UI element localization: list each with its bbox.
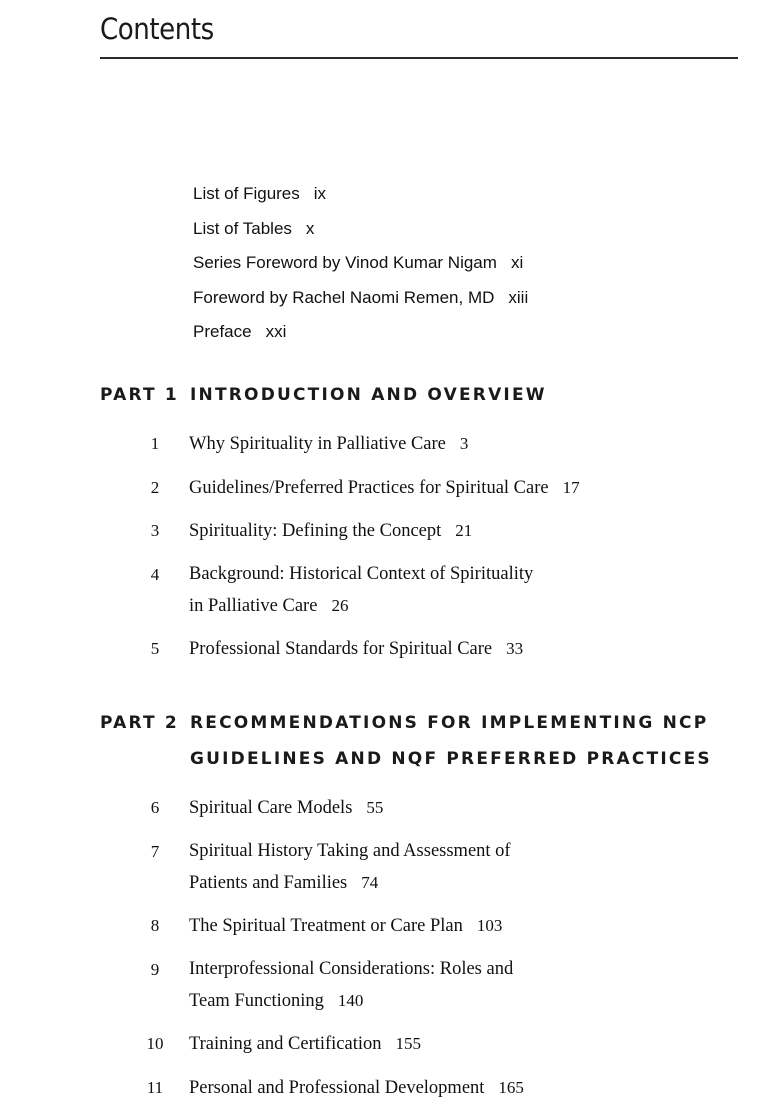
chapter-title-line-2: Team Functioning xyxy=(189,990,324,1011)
chapter-number: 11 xyxy=(146,1077,164,1097)
chapter-page-number: 33 xyxy=(506,639,524,658)
part-title-line: GUIDELINES AND NQF PREFERRED PRACTICES xyxy=(190,749,712,769)
part-title-line: INTRODUCTION AND OVERVIEW xyxy=(190,385,547,405)
chapter-entry-9[interactable] xyxy=(140,954,524,1017)
chapter-page-number: 26 xyxy=(331,595,349,615)
entry-title: List of Figures xyxy=(193,184,300,203)
chapter-entry-1[interactable] xyxy=(140,428,580,460)
chapter-number: 4 xyxy=(150,564,160,584)
part-label: PART 1 xyxy=(100,385,179,405)
chapter-number: 7 xyxy=(150,841,160,861)
title-divider xyxy=(100,57,738,59)
chapter-title: Professional Standards for Spiritual Care xyxy=(189,639,493,659)
chapter-number: 6 xyxy=(150,798,160,817)
chapter-page-number: 21 xyxy=(455,521,473,540)
chapter-title: Spirituality: Defining the Concept xyxy=(189,521,442,541)
toc-entry-series-foreword[interactable] xyxy=(193,249,528,284)
front-matter-list xyxy=(193,180,528,353)
chapter-entry-6[interactable] xyxy=(140,792,524,824)
chapter-title: Training and Certification xyxy=(189,1034,382,1054)
chapter-entry-11[interactable] xyxy=(140,1072,524,1104)
chapter-entry-3[interactable] xyxy=(140,515,580,547)
chapter-title: Why Spirituality in Palliative Care xyxy=(189,434,446,454)
part-2-chapter-list xyxy=(140,792,524,1115)
entry-title: List of Tables xyxy=(193,218,292,238)
entry-page-number: ix xyxy=(313,184,327,203)
entry-page-number: xi xyxy=(510,253,524,273)
chapter-page-number: 74 xyxy=(361,872,379,892)
chapter-page-number: 103 xyxy=(476,916,503,935)
toc-entry-preface[interactable] xyxy=(193,318,528,353)
chapter-page-number: 55 xyxy=(366,798,384,817)
chapter-title: Personal and Professional Development xyxy=(189,1077,485,1098)
chapter-title-line-2: in Palliative Care xyxy=(189,595,318,616)
chapter-number: 1 xyxy=(150,434,160,453)
chapter-number: 8 xyxy=(150,916,160,935)
page-title: Contents xyxy=(100,12,214,46)
chapter-title: Guidelines/Preferred Practices for Spiritual Care xyxy=(189,477,549,498)
entry-title: Preface xyxy=(193,322,252,342)
chapter-page-number: 140 xyxy=(337,990,364,1010)
chapter-page-number: 165 xyxy=(498,1077,524,1097)
chapter-title-line-2: Patients and Families xyxy=(189,872,348,893)
entry-title: Series Foreword by Vinod Kumar Nigam xyxy=(193,253,497,273)
entry-page-number: xiii xyxy=(508,287,529,307)
chapter-number: 10 xyxy=(146,1034,164,1053)
chapter-number: 3 xyxy=(150,521,160,540)
part-title xyxy=(190,377,547,413)
chapter-entry-8[interactable] xyxy=(140,910,524,942)
entry-page-number: xxi xyxy=(265,322,287,342)
part-1-chapter-list xyxy=(140,428,580,677)
chapter-entry-2[interactable] xyxy=(140,472,580,504)
chapter-page-number: 17 xyxy=(562,477,580,497)
toc-entry-list-of-figures[interactable] xyxy=(193,180,528,215)
chapter-title-line-1: Spiritual History Taking and Assessment of xyxy=(189,840,511,861)
chapter-page-number: 155 xyxy=(395,1034,422,1053)
chapter-title-line-1: Interprofessional Considerations: Roles and xyxy=(189,958,514,979)
entry-title: Foreword by Rachel Naomi Remen, MD xyxy=(193,287,495,307)
chapter-title: The Spiritual Treatment or Care Plan xyxy=(189,916,463,936)
toc-entry-foreword[interactable] xyxy=(193,284,528,319)
chapter-number: 9 xyxy=(150,959,160,979)
toc-entry-list-of-tables[interactable] xyxy=(193,215,528,250)
chapter-page-number: 3 xyxy=(459,434,469,453)
chapter-title: Spiritual Care Models xyxy=(189,798,353,818)
part-label: PART 2 xyxy=(100,713,179,733)
chapter-entry-10[interactable] xyxy=(140,1028,524,1060)
part-title-line: RECOMMENDATIONS FOR IMPLEMENTING NCP xyxy=(190,713,709,733)
chapter-number: 2 xyxy=(150,477,160,497)
chapter-entry-7[interactable] xyxy=(140,836,524,899)
entry-page-number: x xyxy=(305,218,315,238)
part-title xyxy=(190,705,712,777)
chapter-entry-4[interactable] xyxy=(140,559,580,622)
chapter-title-line-1: Background: Historical Context of Spirituality xyxy=(189,563,534,584)
chapter-entry-5[interactable] xyxy=(140,633,580,665)
chapter-number: 5 xyxy=(150,639,160,658)
